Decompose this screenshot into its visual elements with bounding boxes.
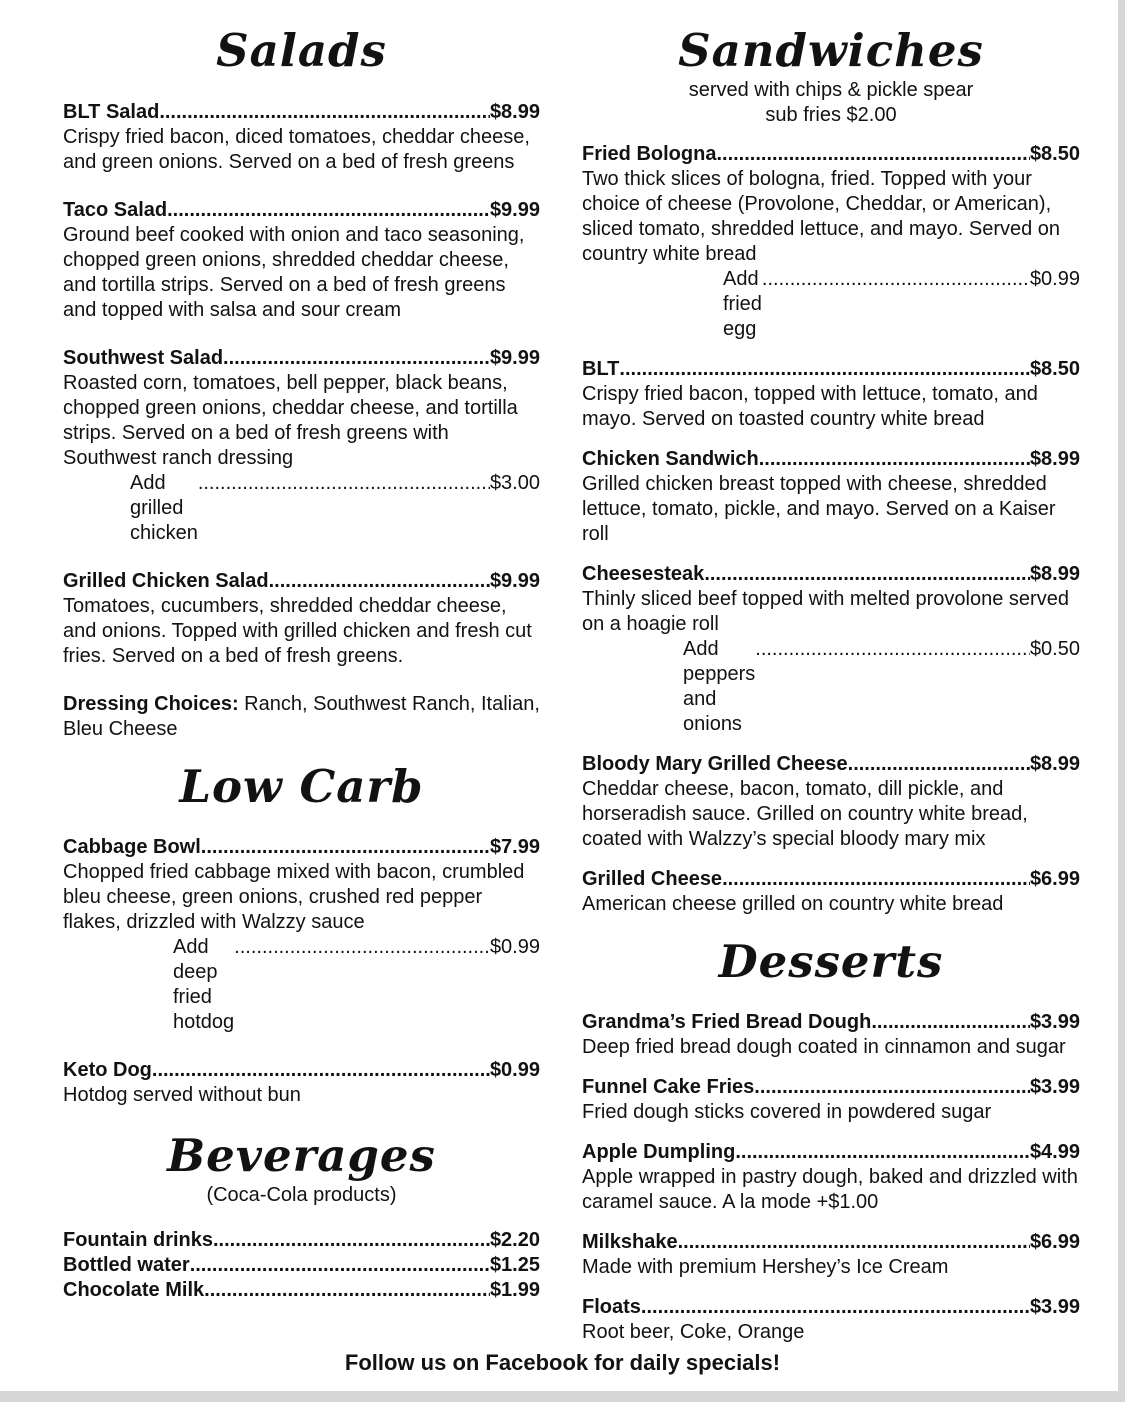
menu-item-name: Chicken Sandwich: [582, 447, 759, 470]
addon-label: Add fried egg: [723, 267, 762, 340]
addon-row: [130, 471, 540, 546]
menu-item-grilled-cheese: [582, 867, 1080, 917]
menu-item-description: Apple wrapped in pastry dough, baked and drizzled with caramel sauce. A la mode +$1.00: [582, 1166, 1078, 1213]
menu-item-grilled-chicken-salad: [63, 569, 540, 669]
menu-item-name: Keto Dog: [63, 1059, 152, 1081]
menu-item-chicken-sandwich: [582, 447, 1080, 547]
menu-item-price: $1.25: [489, 1253, 540, 1276]
dot-leader: [159, 100, 490, 125]
sandwiches-subtitle-line1: served with chips & pickle spear: [688, 78, 974, 101]
menu-item-description: Root beer, Coke, Orange: [582, 1321, 805, 1343]
menu-item-name: Funnel Cake Fries: [582, 1076, 755, 1098]
addon-price: $3.00: [489, 471, 540, 494]
menu-item-cheesesteak: [582, 562, 1080, 737]
menu-item-name: Grilled Chicken Salad: [63, 569, 269, 592]
dot-leader: [198, 471, 490, 496]
dot-leader: [269, 569, 490, 594]
addon-row: [683, 637, 1080, 737]
menu-item-name: Chocolate Milk: [63, 1278, 205, 1301]
item-header: [63, 198, 540, 223]
addon-row: [723, 267, 1080, 342]
menu-item-bloody-mary-grilled-cheese: [582, 752, 1080, 852]
menu-item-price: $0.99: [489, 1059, 540, 1081]
scan-edge-bottom: [0, 1391, 1125, 1402]
item-header: [63, 1058, 540, 1083]
menu-item-price: $7.99: [489, 836, 540, 858]
menu-item-grandmas-fried-bread-dough: [582, 1010, 1080, 1060]
menu-item-name: BLT Salad: [63, 100, 160, 123]
menu-item-price: $4.99: [1029, 1141, 1080, 1163]
dot-leader: [762, 267, 1030, 292]
section-title-desserts: Desserts: [718, 934, 944, 988]
item-header: [582, 1010, 1080, 1035]
dot-leader: [759, 447, 1030, 472]
menu-item-price: $2.20: [489, 1228, 540, 1251]
item-header: [582, 1075, 1080, 1100]
dot-leader: [223, 346, 490, 371]
menu-item-name: Apple Dumpling: [582, 1141, 736, 1163]
item-header: [582, 357, 1080, 382]
menu-item-name: Milkshake: [582, 1231, 678, 1253]
dot-leader: [871, 1010, 1030, 1035]
menu-item-name: Fountain drinks: [63, 1228, 213, 1251]
dot-leader: [201, 835, 490, 860]
addon-price: $0.99: [1029, 267, 1080, 290]
menu-item-name: Fried Bologna: [582, 142, 717, 165]
section-title-sandwiches: Sandwiches: [678, 24, 984, 77]
menu-item-name: Bottled water: [63, 1253, 190, 1276]
menu-item-description: Deep fried bread dough coated in cinnamon and sugar: [582, 1036, 1066, 1058]
dot-leader: [234, 935, 490, 960]
menu-item-description: Tomatoes, cucumbers, shredded cheddar cheese, and onions. Topped with grilled chicken and fresh cut fries. Served on a bed of fresh greens.: [63, 594, 532, 667]
menu-item-name: Grilled Cheese: [582, 867, 723, 890]
item-header: [582, 752, 1080, 777]
dot-leader: [204, 1278, 490, 1303]
menu-item-keto-dog: [63, 1058, 540, 1108]
item-header: [63, 100, 540, 125]
beverages-subtitle: (Coca-Cola products): [206, 1183, 397, 1206]
item-header: [582, 562, 1080, 587]
section-title-low-carb: Low Carb: [179, 759, 424, 813]
menu-item-name: BLT: [582, 357, 620, 380]
menu-item-milkshake: [582, 1230, 1080, 1280]
section-title-beverages: Beverages: [167, 1129, 436, 1182]
menu-item-price: $9.99: [489, 346, 540, 369]
dot-leader: [213, 1228, 490, 1253]
facebook-footer-note: Follow us on Facebook for daily specials!: [344, 1350, 781, 1375]
scan-edge-right: [1118, 0, 1125, 1402]
menu-item-price: $3.99: [1029, 1011, 1080, 1033]
addon-label: Add grilled chicken: [130, 471, 198, 544]
item-header: [582, 1140, 1080, 1165]
menu-item-name: Bloody Mary Grilled Cheese: [582, 752, 848, 775]
item-header: [582, 1295, 1080, 1320]
menu-item-price: $9.99: [489, 198, 540, 221]
dressing-choices-note: [63, 692, 540, 742]
menu-item-description: Roasted corn, tomatoes, bell pepper, black beans, chopped green onions, cheddar cheese, and tortilla strips. Served on a bed of fresh greens with Southwest ranch dressing: [63, 371, 518, 469]
dot-leader: [722, 867, 1030, 892]
menu-item-taco-salad: [63, 198, 540, 323]
menu-item-description: Crispy fried bacon, diced tomatoes, cheddar cheese, and green onions. Served on a bed of fresh greens: [63, 125, 530, 173]
menu-item-apple-dumpling: [582, 1140, 1080, 1215]
menu-item-name: Cabbage Bowl: [63, 836, 201, 858]
addon-label: Add deep fried hotdog: [173, 936, 235, 1033]
menu-item-funnel-cake-fries: [582, 1075, 1080, 1125]
addon-row: [173, 935, 540, 1035]
beverages-list: [63, 1228, 540, 1303]
item-header: [582, 867, 1080, 892]
menu-item-name: Taco Salad: [63, 198, 168, 221]
dot-leader: [641, 1295, 1030, 1320]
menu-item-price: $8.99: [1029, 447, 1080, 470]
addon-price: $0.50: [1029, 637, 1080, 660]
dot-leader: [735, 1140, 1030, 1165]
menu-item-description: Fried dough sticks covered in powdered sugar: [582, 1101, 992, 1123]
dot-leader: [190, 1253, 490, 1278]
menu-item-description: Grilled chicken breast topped with cheese, shredded lettuce, tomato, pickle, and mayo. Served on a Kaiser roll: [582, 472, 1056, 545]
dot-leader: [754, 1075, 1030, 1100]
dot-leader: [167, 198, 490, 223]
menu-item-description: Two thick slices of bologna, fried. Topped with your choice of cheese (Provolone, Cheddar, or American), sliced tomato, shredded lettuce, and mayo. Served on country white bread: [582, 167, 1061, 265]
menu-item-name: Floats: [582, 1296, 641, 1318]
menu-item-blt-salad: [63, 100, 540, 175]
item-header: [63, 835, 540, 860]
menu-item-description: Thinly sliced beef topped with melted provolone served on a hoagie roll: [582, 587, 1069, 635]
item-header: [582, 1230, 1080, 1255]
sandwiches-subtitle-line2: sub fries $2.00: [765, 103, 897, 126]
right-column: [582, 26, 1080, 1360]
menu-item-blt-sandwich: [582, 357, 1080, 432]
menu-item-cabbage-bowl: [63, 835, 540, 1035]
menu-item-description: Chopped fried cabbage mixed with bacon, crumbled bleu cheese, green onions, crushed red pepper flakes, drizzled with Walzzy sauce: [63, 861, 525, 933]
dressing-note-text: Ranch, Southwest Ranch, Italian, Bleu Cheese: [63, 692, 540, 740]
item-header: [63, 569, 540, 594]
addon-price: $0.99: [489, 936, 540, 958]
dot-leader: [619, 357, 1030, 382]
menu-item-fountain-drinks: [63, 1228, 540, 1253]
left-column: [63, 26, 540, 1360]
menu-item-description: Made with premium Hershey’s Ice Cream: [582, 1256, 949, 1278]
menu-item-price: $9.99: [489, 569, 540, 592]
menu-item-description: Ground beef cooked with onion and taco seasoning, chopped green onions, shredded cheddar cheese, and tortilla strips. Served on a bed of fresh greens and topped with salsa and sour cream: [63, 223, 525, 321]
dressing-note-label: Dressing Choices:: [63, 692, 239, 715]
dot-leader: [848, 752, 1030, 777]
menu-item-price: $8.99: [489, 100, 540, 123]
addon-label: Add peppers and onions: [683, 637, 756, 735]
menu-item-fried-bologna: [582, 142, 1080, 342]
sandwiches-subtitle: [582, 78, 1080, 128]
menu-item-price: $8.50: [1029, 142, 1080, 165]
menu-item-name: Cheesesteak: [582, 562, 705, 585]
menu-item-price: $3.99: [1029, 1296, 1080, 1318]
menu-item-name: Grandma’s Fried Bread Dough: [582, 1011, 872, 1033]
menu-item-floats: [582, 1295, 1080, 1345]
item-header: [582, 447, 1080, 472]
menu-item-southwest-salad: [63, 346, 540, 546]
menu-item-name: Southwest Salad: [63, 346, 224, 369]
menu-item-price: $3.99: [1029, 1076, 1080, 1098]
dot-leader: [678, 1230, 1030, 1255]
menu-item-price: $6.99: [1029, 867, 1080, 890]
menu-item-price: $6.99: [1029, 1231, 1080, 1253]
menu-item-description: Cheddar cheese, bacon, tomato, dill pickle, and horseradish sauce. Grilled on country white bread, coated with Walzzy’s special bloody mary mix: [582, 777, 1028, 850]
dot-leader: [755, 637, 1030, 662]
menu-item-description: American cheese grilled on country white bread: [582, 892, 1004, 915]
dot-leader: [152, 1058, 490, 1083]
dot-leader: [704, 562, 1030, 587]
menu-item-price: $8.99: [1029, 752, 1080, 775]
menu-item-price: $8.50: [1029, 357, 1080, 380]
menu-item-bottled-water: [63, 1253, 540, 1278]
dot-leader: [716, 142, 1029, 167]
menu-item-price: $1.99: [489, 1278, 540, 1301]
menu-item-description: Crispy fried bacon, topped with lettuce, tomato, and mayo. Served on toasted country white bread: [582, 382, 1038, 430]
item-header: [63, 346, 540, 371]
menu-item-description: Hotdog served without bun: [63, 1084, 301, 1106]
menu-item-chocolate-milk: [63, 1278, 540, 1303]
section-title-salads: Salads: [216, 24, 387, 77]
menu-item-price: $8.99: [1029, 562, 1080, 585]
item-header: [582, 142, 1080, 167]
